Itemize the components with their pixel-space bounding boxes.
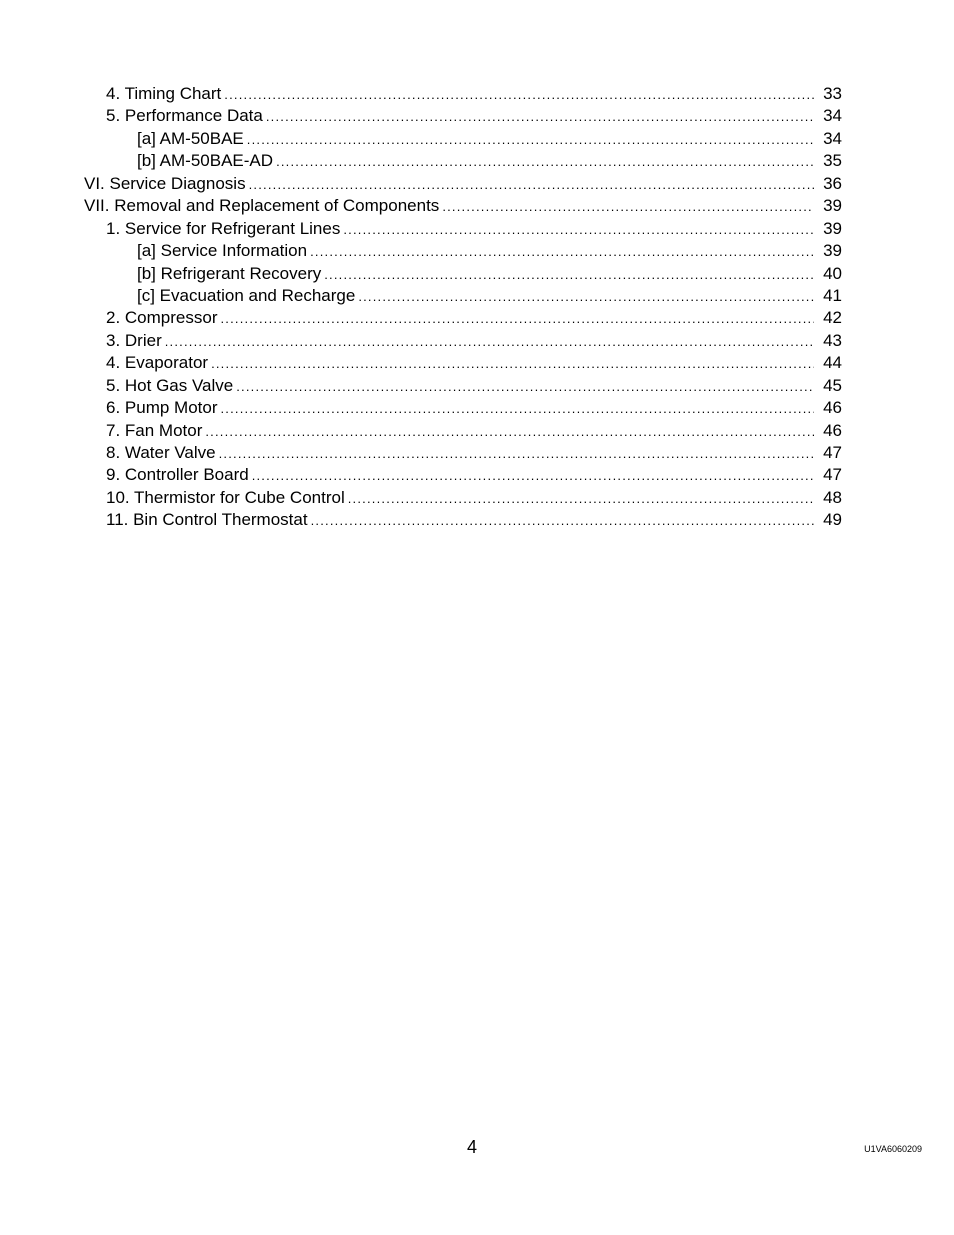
toc-entry-page: 39 (823, 196, 842, 216)
toc-entry (84, 464, 842, 486)
toc-dot-leader (165, 331, 814, 352)
toc-entry-label: 2. Compressor (106, 308, 218, 328)
toc-entry-page: 40 (823, 263, 842, 283)
toc-entry-page: 34 (823, 106, 842, 126)
toc-entry-label: 5. Performance Data (106, 106, 263, 126)
toc-entry-label: 5. Hot Gas Valve (106, 375, 234, 395)
toc-entry (84, 397, 842, 419)
toc-dot-leader (266, 106, 814, 127)
toc-entry-label: VII. Removal and Replacement of Components (84, 196, 440, 216)
toc-dot-leader (310, 241, 814, 262)
toc-entry-page: 44 (823, 353, 842, 373)
toc-dot-leader (211, 353, 814, 374)
toc-dot-leader (221, 398, 815, 419)
toc-entry-label: VI. Service Diagnosis (84, 173, 246, 193)
toc-entry (84, 285, 842, 307)
toc-entry-label: 7. Fan Motor (106, 420, 203, 440)
toc-entry-page: 48 (823, 487, 842, 507)
toc-entry-label: [b] AM-50BAE-AD (137, 151, 274, 171)
toc-entry (84, 509, 842, 531)
toc-entry-page: 49 (823, 510, 842, 530)
toc-dot-leader (224, 84, 814, 105)
toc-entry-label: 3. Drier (106, 330, 162, 350)
toc-dot-leader (252, 465, 814, 486)
toc-dot-leader (205, 421, 814, 442)
toc-dot-leader (348, 488, 814, 509)
toc-entry-label: [b] Refrigerant Recovery (137, 263, 322, 283)
toc-entry (84, 105, 842, 127)
toc-entry-page: 46 (823, 398, 842, 418)
toc-dot-leader (358, 286, 814, 307)
toc-entry (84, 150, 842, 172)
toc-entry (84, 83, 842, 105)
document-code: U1VA6060209 (864, 1144, 922, 1154)
toc-entry-label: 4. Timing Chart (106, 84, 222, 103)
toc-entry-label: 10. Thermistor for Cube Control (106, 487, 345, 507)
toc-dot-leader (311, 510, 814, 531)
toc-entry (84, 195, 842, 217)
toc-entry-page: 39 (823, 241, 842, 261)
toc-dot-leader (324, 264, 814, 285)
toc-entry-label: 9. Controller Board (106, 465, 249, 485)
toc-entry (84, 218, 842, 240)
toc-entry (84, 375, 842, 397)
toc-entry (84, 128, 842, 150)
toc-entry-page: 45 (823, 375, 842, 395)
toc-dot-leader (219, 443, 814, 464)
toc-entry (84, 330, 842, 352)
toc-entry (84, 420, 842, 442)
toc-entry (84, 263, 842, 285)
toc-entry (84, 352, 842, 374)
toc-entry-page: 47 (823, 465, 842, 485)
toc-entry-page: 47 (823, 443, 842, 462)
toc-entry (84, 240, 842, 262)
toc-entry-label: [a] Service Information (137, 241, 308, 261)
toc-dot-leader (276, 151, 814, 172)
toc-dot-leader (247, 129, 814, 150)
toc-entry-label: 8. Water Valve (106, 443, 216, 462)
toc-entry-page: 41 (823, 285, 842, 305)
toc-entry-page: 46 (823, 420, 842, 440)
toc-entry-label: 1. Service for Refrigerant Lines (106, 218, 341, 238)
toc-dot-leader (249, 174, 814, 195)
toc-dot-leader (442, 196, 814, 217)
toc-entry-page: 36 (823, 173, 842, 193)
toc-dot-leader (236, 376, 814, 397)
toc-entry-page: 34 (823, 128, 842, 148)
toc-entry-label: [c] Evacuation and Recharge (137, 285, 356, 305)
page-number: 4 (466, 1137, 477, 1157)
table-of-contents (84, 83, 842, 532)
toc-entry-page: 39 (823, 218, 842, 238)
toc-entry-page: 43 (823, 330, 842, 350)
toc-entry-label: 6. Pump Motor (106, 398, 218, 418)
toc-dot-leader (220, 308, 814, 329)
toc-entry-page: 42 (823, 308, 842, 328)
toc-entry (84, 442, 842, 464)
toc-entry-label: 11. Bin Control Thermostat (106, 510, 308, 530)
toc-entry-page: 35 (823, 151, 842, 171)
toc-entry-label: 4. Evaporator (106, 353, 209, 373)
toc-entry-page: 33 (823, 84, 842, 103)
toc-dot-leader (343, 219, 814, 240)
toc-entry (84, 487, 842, 509)
toc-entry (84, 307, 842, 329)
toc-entry-label: [a] AM-50BAE (137, 128, 244, 148)
toc-entry (84, 173, 842, 195)
